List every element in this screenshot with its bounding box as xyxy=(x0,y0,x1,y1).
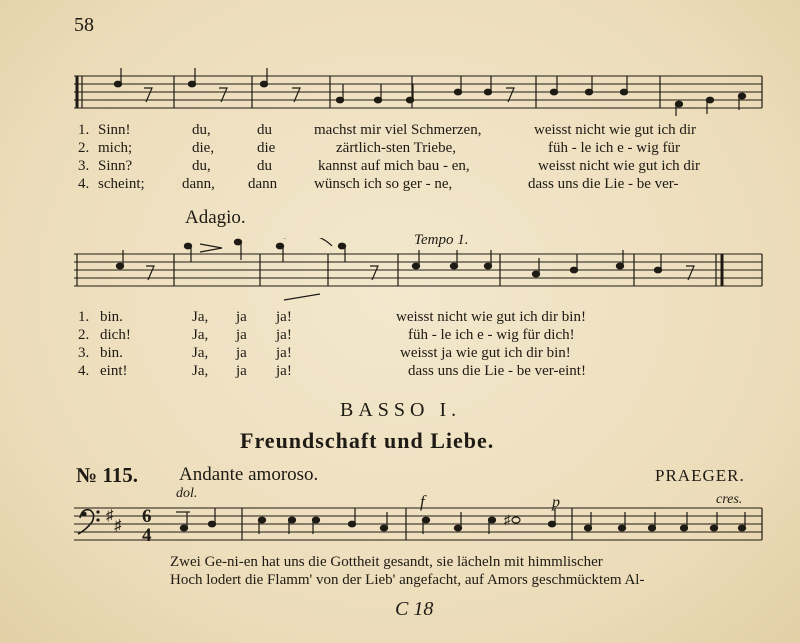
lyric-word: die, xyxy=(192,140,215,156)
composer-name: PRAEGER. xyxy=(655,466,745,485)
dynamic-crescendo: cres. xyxy=(716,492,743,507)
lyric-word: mich; xyxy=(98,140,133,156)
lyric-word: ja xyxy=(236,327,247,343)
lyric-word: Ja, xyxy=(192,363,209,379)
tempo-marking: Andante amoroso. xyxy=(179,464,319,485)
lyric-word: kannst auf mich bau - en, xyxy=(318,158,470,174)
tempo-primo: Tempo 1. xyxy=(414,232,469,248)
lyric-word: ja xyxy=(236,309,247,325)
verse-number: 3. xyxy=(78,158,90,174)
lyric-word: füh - le ich e - wig für dich! xyxy=(408,327,575,343)
svg-text:♯: ♯ xyxy=(106,508,114,524)
lyric-word: scheint; xyxy=(98,176,145,192)
lyric-word: ja! xyxy=(276,363,292,379)
basso-lyric-line-1: Zwei Ge-ni-en hat uns die Gottheit gesandt, sie lächeln mit himmlischer xyxy=(170,554,603,570)
lyric-word: ja xyxy=(236,363,247,379)
verse-number: 4. xyxy=(78,176,90,192)
lyric-word: füh - le ich e - wig für xyxy=(548,140,681,156)
lyric-word: bin. xyxy=(100,345,123,361)
lyric-word: du xyxy=(257,122,272,138)
lyric-word: eint! xyxy=(100,363,128,379)
page-number: 58 xyxy=(74,14,94,36)
lyric-word: machst mir viel Schmerzen, xyxy=(314,122,482,138)
verse-number: 1. xyxy=(78,122,90,138)
lyric-word: ja! xyxy=(276,345,292,361)
svg-text:4: 4 xyxy=(142,525,152,546)
svg-text:♯: ♯ xyxy=(504,512,511,527)
lyric-word: ja! xyxy=(276,309,292,325)
lyric-word: ja xyxy=(236,345,247,361)
lyric-word: Ja, xyxy=(192,345,209,361)
part-heading: BASSO I. xyxy=(340,399,462,421)
lyric-word: wünsch ich so ger - ne, xyxy=(314,176,453,192)
lyric-word: bin. xyxy=(100,309,123,325)
signature-mark: C 18 xyxy=(395,598,434,620)
verse-number: 1. xyxy=(78,309,90,325)
staff-system-1 xyxy=(74,68,764,116)
tempo-adagio: Adagio. xyxy=(185,207,246,228)
staff-system-2 xyxy=(74,238,764,306)
lyric-word: dann, xyxy=(182,176,215,192)
lyric-word: dich! xyxy=(100,327,131,343)
lyric-word: weisst nicht wie gut ich dir xyxy=(538,158,701,174)
staff-basso xyxy=(74,500,764,550)
lyric-word: du, xyxy=(192,158,211,174)
lyric-word: die xyxy=(257,140,276,156)
dynamic-forte: f xyxy=(420,492,425,511)
dynamic-dol: dol. xyxy=(176,486,198,501)
lyric-word: du xyxy=(257,158,272,174)
lyric-word: dann xyxy=(248,176,278,192)
lyric-word: du, xyxy=(192,122,211,138)
verse-number: 3. xyxy=(78,345,90,361)
svg-text:♯: ♯ xyxy=(114,518,122,534)
basso-lyric-line-2: Hoch lodert die Flamm' von der Lieb' angefacht, auf Amors geschmücktem Al- xyxy=(170,572,645,588)
lyric-word: Ja, xyxy=(192,327,209,343)
lyric-word: dass uns die Lie - be ver-eint! xyxy=(408,363,586,379)
dynamic-piano: p xyxy=(552,494,560,511)
verse-number: 2. xyxy=(78,327,90,343)
lyric-word: weisst nicht wie gut ich dir bin! xyxy=(396,309,586,325)
lyric-word: Ja, xyxy=(192,309,209,325)
lyric-word: dass uns die Lie - be ver- xyxy=(528,176,679,192)
lyric-word: Sinn! xyxy=(98,122,131,138)
lyric-word: ja! xyxy=(276,327,292,343)
lyric-word: weisst ja wie gut ich dir bin! xyxy=(400,345,571,361)
verse-number: 2. xyxy=(78,140,90,156)
lyric-word: Sinn? xyxy=(98,158,133,174)
svg-text:6: 6 xyxy=(142,506,152,527)
verse-number: 4. xyxy=(78,363,90,379)
lyric-word: weisst nicht wie gut ich dir xyxy=(534,122,697,138)
song-number: № 115. xyxy=(76,463,138,487)
lyric-word: zärtlich-sten Triebe, xyxy=(336,140,456,156)
song-title: Freundschaft und Liebe. xyxy=(240,428,495,453)
